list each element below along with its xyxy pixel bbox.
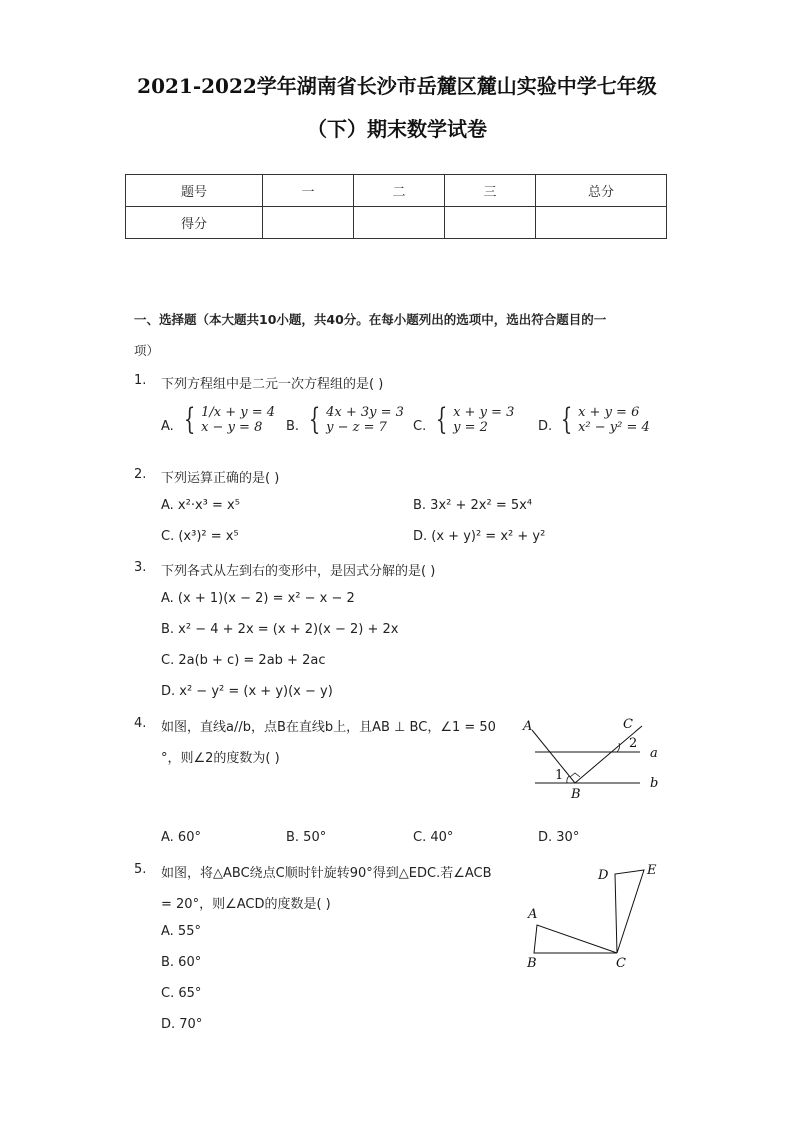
question-stem: 下列运算正确的是( ) (161, 471, 280, 486)
equation-system (432, 402, 515, 437)
parallel-lines-figure (515, 712, 665, 804)
option-c[interactable]: C. 65° (161, 986, 202, 1001)
rotation-figure (520, 860, 670, 975)
paper-title-line2: （下）期末数学试卷 (307, 117, 487, 141)
score-header-cell: 题号 (126, 175, 263, 207)
score-header-cell: 二 (354, 175, 445, 207)
equation-line: y = 2 (453, 420, 488, 435)
score-table-score-row (126, 207, 667, 239)
score-table (125, 174, 667, 239)
option-d[interactable]: D. (x + y)² = x² + y² (413, 529, 546, 544)
section-heading-cont: 项） (134, 343, 160, 358)
option-c[interactable]: C. 40° (413, 830, 454, 845)
triangle-edc (615, 870, 644, 953)
label-angle-1: 1 (555, 768, 564, 783)
equation-line: x − y = 8 (201, 420, 263, 435)
equation-system (305, 402, 404, 437)
question-stem-cont: °，则∠2的度数为( ) (161, 751, 280, 766)
brace-symbol: { (308, 402, 321, 437)
segment-bc (575, 726, 642, 783)
question-number: 5. (134, 862, 147, 877)
score-cell[interactable] (445, 207, 536, 239)
brace-symbol: { (435, 402, 448, 437)
option-a[interactable]: A. 55° (161, 924, 201, 939)
score-header-cell: 总分 (536, 175, 667, 207)
option-b[interactable]: B. 3x² + 2x² = 5x⁴ (413, 498, 533, 513)
right-angle-mark (570, 773, 580, 777)
question-stem: 如图，将△ABC绕点C顺时针旋转90°得到△EDC.若∠ACB (161, 866, 492, 881)
question-stem: 下列各式从左到右的变形中，是因式分解的是( ) (161, 564, 436, 579)
option-b[interactable]: B. 60° (161, 955, 202, 970)
label-point-e: E (647, 863, 657, 878)
score-row-label: 得分 (126, 207, 263, 239)
label-point-a: A (528, 907, 538, 922)
option-label[interactable]: A. (161, 419, 174, 434)
question-stem-cont: = 20°，则∠ACD的度数是( ) (161, 897, 331, 912)
question-number: 2. (134, 467, 147, 482)
paper-title-line1: 2021-2022学年湖南省长沙市岳麓区麓山实验中学七年级 (137, 74, 657, 98)
score-table-header-row (126, 175, 667, 207)
option-label[interactable]: B. (286, 419, 300, 434)
score-cell[interactable] (354, 207, 445, 239)
question-number: 4. (134, 716, 147, 731)
brace-symbol: { (560, 402, 573, 437)
score-cell[interactable] (263, 207, 354, 239)
section-heading: 一、选择题（本大题共10小题，共40分。在每小题列出的选项中，选出符合题目的一 (134, 312, 607, 327)
label-angle-2: 2 (629, 736, 638, 751)
question-stem: 如图，直线a//b，点B在直线b上，且AB ⊥ BC，∠1 = 50 (161, 720, 496, 735)
option-d[interactable]: D. x² − y² = (x + y)(x − y) (161, 684, 333, 699)
equation-line: x + y = 6 (578, 405, 640, 420)
option-c[interactable]: C. (x³)² = x⁵ (161, 529, 239, 544)
equation-line: 1/x + y = 4 (201, 405, 276, 420)
option-a[interactable]: A. x²·x³ = x⁵ (161, 498, 240, 513)
label-point-c: C (616, 956, 626, 971)
equation-system (557, 402, 650, 437)
equation-line: y − z = 7 (326, 420, 387, 435)
option-label[interactable]: C. (413, 419, 427, 434)
label-line-b: b (650, 776, 659, 791)
option-d[interactable]: D. 30° (538, 830, 580, 845)
angle1-arc (567, 776, 569, 783)
option-b[interactable]: B. 50° (286, 830, 327, 845)
option-c[interactable]: C. 2a(b + c) = 2ab + 2ac (161, 653, 326, 668)
label-point-b: B (571, 787, 581, 802)
option-a[interactable]: A. 60° (161, 830, 201, 845)
option-label[interactable]: D. (538, 419, 553, 434)
equation-line: 4x + 3y = 3 (326, 405, 404, 420)
label-point-a: A (523, 719, 533, 734)
question-number: 3. (134, 560, 147, 575)
label-point-b: B (527, 956, 537, 971)
segment-ba (532, 730, 575, 783)
score-header-cell: 三 (445, 175, 536, 207)
label-point-c: C (623, 717, 633, 732)
score-header-cell: 一 (263, 175, 354, 207)
option-a[interactable]: A. (x + 1)(x − 2) = x² − x − 2 (161, 591, 355, 606)
label-line-a: a (650, 746, 658, 761)
option-b[interactable]: B. x² − 4 + 2x = (x + 2)(x − 2) + 2x (161, 622, 399, 637)
triangle-abc (534, 925, 617, 953)
label-point-d: D (598, 868, 609, 883)
question-stem: 下列方程组中是二元一次方程组的是( ) (161, 377, 384, 392)
equation-line: x² − y² = 4 (578, 420, 650, 435)
equation-system (180, 402, 276, 437)
question-number: 1. (134, 373, 147, 388)
option-d[interactable]: D. 70° (161, 1017, 203, 1032)
score-cell[interactable] (536, 207, 667, 239)
brace-symbol: { (183, 402, 196, 437)
equation-line: x + y = 3 (453, 405, 515, 420)
